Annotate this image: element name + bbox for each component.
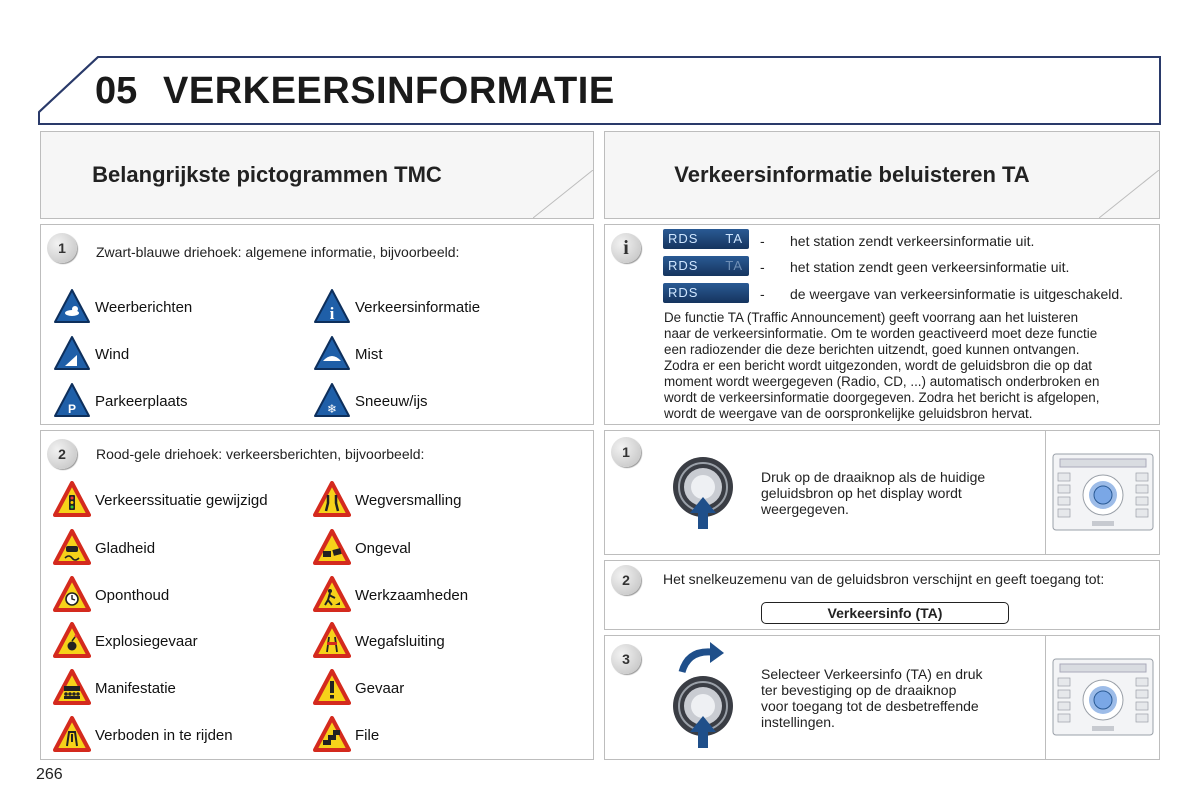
ta-description <box>664 310 1154 422</box>
paragraph-line: wordt de weergave van de oorspronkelijke geluidsbron hervat. <box>664 406 1033 421</box>
slippery-road-icon <box>53 529 91 565</box>
radio-unit-illustration <box>1052 453 1154 531</box>
delay-icon <box>53 576 91 612</box>
chapter-number: 05 <box>95 70 138 112</box>
fog-icon <box>313 335 351 371</box>
rds-label: RDS <box>668 231 699 246</box>
step-badge: 1 <box>611 437 641 467</box>
rds-ta-display <box>663 256 749 276</box>
text-line: Selecteer Verkeersinfo (TA) en druk <box>761 666 983 682</box>
paragraph-line: naar de verkeersinformatie. Om te worden geactiveerd moet deze functie <box>664 326 1098 341</box>
panel-divider <box>1045 636 1046 759</box>
panel-divider <box>1045 431 1046 554</box>
item-label: Parkeerplaats <box>95 393 188 410</box>
item-label: Mist <box>355 346 383 363</box>
svg-text:❄: ❄ <box>326 402 338 416</box>
item-label: Verkeerssituatie gewijzigd <box>95 492 268 509</box>
right-header-box <box>604 131 1160 219</box>
rotary-knob-press-icon <box>668 672 738 750</box>
danger-icon <box>313 669 351 705</box>
rds-ta-display <box>663 229 749 249</box>
step-2-text: Het snelkeuzemenu van de geluidsbron verschijnt en geeft toegang tot: <box>663 571 1105 587</box>
display-dash: - <box>760 259 765 275</box>
section-intro: Zwart-blauwe driehoek: algemene informatie, bijvoorbeeld: <box>96 244 460 260</box>
header-corner-fold <box>1099 170 1159 218</box>
item-label: Werkzaamheden <box>355 587 469 604</box>
snow-icon <box>313 382 351 418</box>
text-line: Druk op de draaiknop als de huidige <box>761 469 986 485</box>
item-label: File <box>355 727 380 744</box>
text-line: ter bevestiging op de draaiknop <box>761 682 957 698</box>
item-label: Wegversmalling <box>355 492 462 509</box>
item-label: Weerberichten <box>95 299 193 316</box>
section-intro: Rood-gele driehoek: verkeersberichten, bijvoorbeeld: <box>96 446 425 462</box>
paragraph-line: moment wordt weergegeven (Radio, CD, ...) automatisch onderbroken en <box>664 374 1100 389</box>
road-closed-icon <box>313 622 351 658</box>
traffic-info-menu-button[interactable]: Verkeersinfo (TA) <box>761 602 1009 624</box>
info-badge: i <box>611 233 641 263</box>
chapter-title: VERKEERSINFORMATIE <box>163 70 615 112</box>
text-line: voor toegang tot de desbetreffende <box>761 698 979 714</box>
item-label: Oponthoud <box>95 587 170 604</box>
step-badge: 3 <box>611 644 641 674</box>
item-label: Gevaar <box>355 680 405 697</box>
text-line: weergegeven. <box>761 501 849 517</box>
item-label: Verkeersinformatie <box>355 299 481 316</box>
display-dash: - <box>760 233 765 249</box>
item-label: Manifestatie <box>95 680 176 697</box>
display-description: het station zendt verkeersinformatie uit. <box>790 233 1035 249</box>
svg-text:i: i <box>329 304 335 323</box>
item-label: Ongeval <box>355 540 411 557</box>
page-number: 266 <box>36 766 63 783</box>
demonstration-icon <box>53 669 91 705</box>
no-entry-icon <box>53 716 91 752</box>
display-description: de weergave van verkeersinformatie is uitgeschakeld. <box>790 286 1124 302</box>
road-narrowing-icon <box>313 481 351 517</box>
explosion-icon <box>53 622 91 658</box>
step-badge: 1 <box>47 233 77 263</box>
radio-unit-illustration <box>1052 658 1154 736</box>
text-line: instellingen. <box>761 714 835 730</box>
item-label: Verboden in te rijden <box>95 727 233 744</box>
item-label: Explosiegevaar <box>95 633 198 650</box>
wind-icon <box>53 335 91 371</box>
paragraph-line: Zodra er een bericht wordt uitgezonden, wordt de geluidsbron die op dat <box>664 358 1093 373</box>
rds-label: RDS <box>668 285 699 300</box>
item-label: Sneeuw/ijs <box>355 393 428 410</box>
info-icon <box>313 288 351 324</box>
rotate-arrow-icon <box>678 642 726 674</box>
svg-text:P: P <box>67 402 77 416</box>
step-badge: 2 <box>47 439 77 469</box>
display-description: het station zendt geen verkeersinformatie uit. <box>790 259 1070 275</box>
rotary-knob-press-icon <box>668 453 738 531</box>
item-label: Gladheid <box>95 540 156 557</box>
text-line: geluidsbron op het display wordt <box>761 485 962 501</box>
rds-display <box>663 283 749 303</box>
step-badge: 2 <box>611 565 641 595</box>
left-header-box <box>40 131 594 219</box>
ta-label: TA <box>725 231 743 246</box>
paragraph-line: wordt de verkeersinformatie doorgegeven. Zodra het bericht is afgelopen, <box>664 390 1100 405</box>
display-dash: - <box>760 286 765 302</box>
roadworks-icon <box>313 576 351 612</box>
item-label: Wegafsluiting <box>355 633 445 650</box>
paragraph-line: De functie TA (Traffic Announcement) geeft voorrang aan het luisteren <box>664 310 1079 325</box>
step-3-instructions <box>761 666 983 730</box>
item-label: Wind <box>95 346 130 363</box>
traffic-jam-icon <box>313 716 351 752</box>
ta-label: TA <box>725 258 743 273</box>
paragraph-line: een radiozender die deze berichten uitzendt, goed kunnen ontvangen. <box>664 342 1080 357</box>
left-header-title: Belangrijkste pictogrammen TMC <box>92 162 442 187</box>
traffic-light-icon <box>53 481 91 517</box>
right-header-title: Verkeersinformatie beluisteren TA <box>674 162 1030 187</box>
parking-icon <box>53 382 91 418</box>
accident-icon <box>313 529 351 565</box>
rds-label: RDS <box>668 258 699 273</box>
step-1-instructions <box>761 469 985 517</box>
weather-icon <box>53 288 91 324</box>
